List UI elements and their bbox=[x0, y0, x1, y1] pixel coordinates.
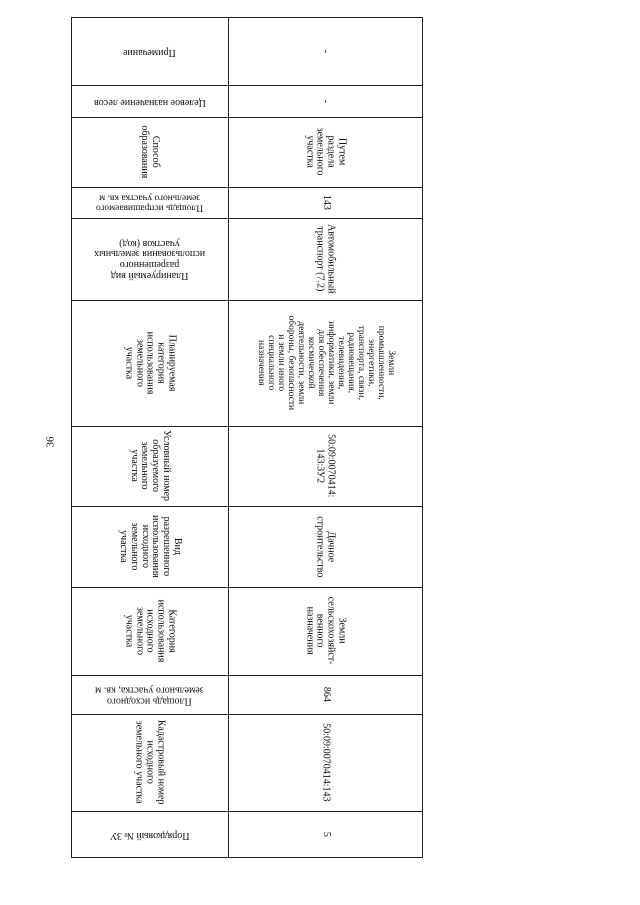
header-permitted-use bbox=[71, 506, 228, 587]
header-conditional-number bbox=[71, 426, 228, 506]
cell-permitted-use bbox=[228, 506, 422, 587]
cell-forest-purpose-text: - bbox=[320, 99, 332, 103]
cell-land-category-text: Земли сельскохозяйст- венного назначения bbox=[304, 597, 348, 665]
header-cadastral-number-text: Кадастровый номер исходного земельного участка bbox=[134, 720, 167, 805]
cell-cadastral-number bbox=[228, 714, 422, 811]
cell-planned-category-text: Земли промышленности, энергетики, транспорта, связи, радиовещания, телевидения, информатики, земли для обеспечения космической деятельности, земли обороны, безопасности и земли иного специального назначения bbox=[256, 315, 396, 411]
cell-conditional-number bbox=[228, 426, 422, 506]
cell-formation-method bbox=[228, 117, 422, 187]
cell-source-area-text: 864 bbox=[320, 686, 332, 702]
cell-note bbox=[228, 17, 422, 85]
header-withdrawn-area bbox=[71, 187, 228, 218]
header-permitted-use-text: Вид разрешенного использования исходного земельного участка bbox=[117, 515, 183, 578]
cell-note-text: - bbox=[320, 49, 332, 53]
cell-withdrawn-area-text: 143 bbox=[320, 194, 332, 210]
header-land-category-text: Категория использования исходного земельного участка bbox=[123, 599, 178, 663]
cell-permitted-use-text: Дачное строительство bbox=[314, 515, 337, 578]
header-note-text: Примечание bbox=[123, 46, 176, 58]
cell-planned-use-text: Автомобильный транспорт (7.2) bbox=[314, 224, 337, 294]
cell-formation-method-text: Путем раздела земельного участка bbox=[304, 128, 348, 176]
table-border-right bbox=[422, 17, 423, 858]
cell-withdrawn-area bbox=[228, 187, 422, 218]
header-forest-purpose bbox=[71, 85, 228, 117]
table-border-bottom bbox=[71, 857, 423, 858]
header-source-area bbox=[71, 675, 228, 714]
header-formation-method-text: Способ образования bbox=[139, 125, 162, 179]
cell-row-number bbox=[228, 811, 422, 857]
header-planned-use-text: Планируемый вид разрешенного использования земельных участков (код) bbox=[93, 238, 206, 282]
page-number bbox=[43, 424, 57, 460]
page-number-text: 36 bbox=[44, 436, 56, 448]
header-row-number-text: Порядковый № ЗУ bbox=[109, 829, 190, 841]
cell-row-number-text: 5 bbox=[320, 831, 332, 837]
header-land-category bbox=[71, 587, 228, 675]
header-source-area-text: Площадь исходного земельного участка, кв. м bbox=[95, 684, 204, 707]
header-conditional-number-text: Условный номер образуемого земельного участка bbox=[128, 430, 173, 502]
header-forest-purpose-text: Целевое назначение лесов bbox=[93, 96, 206, 108]
cell-conditional-number-text: 50:09:0070414: 143:ЗУ2 bbox=[315, 434, 337, 498]
header-planned-use bbox=[71, 218, 228, 300]
land-plot-table bbox=[71, 17, 423, 858]
cell-planned-use bbox=[228, 218, 422, 300]
header-cadastral-number bbox=[71, 714, 228, 811]
header-note bbox=[71, 17, 228, 85]
cell-cadastral-number-text: 50:09:0070414:143 bbox=[320, 723, 332, 802]
header-formation-method bbox=[71, 117, 228, 187]
cell-forest-purpose bbox=[228, 85, 422, 117]
header-row-number bbox=[71, 811, 228, 857]
cell-land-category bbox=[228, 587, 422, 675]
cell-source-area bbox=[228, 675, 422, 714]
header-withdrawn-area-text: Площадь испрашиваемого земельного участка кв. м bbox=[95, 192, 204, 213]
header-planned-category bbox=[71, 300, 228, 426]
cell-planned-category bbox=[228, 300, 422, 426]
header-planned-category-text: Планируемая категория использования земельного участка bbox=[123, 331, 178, 395]
